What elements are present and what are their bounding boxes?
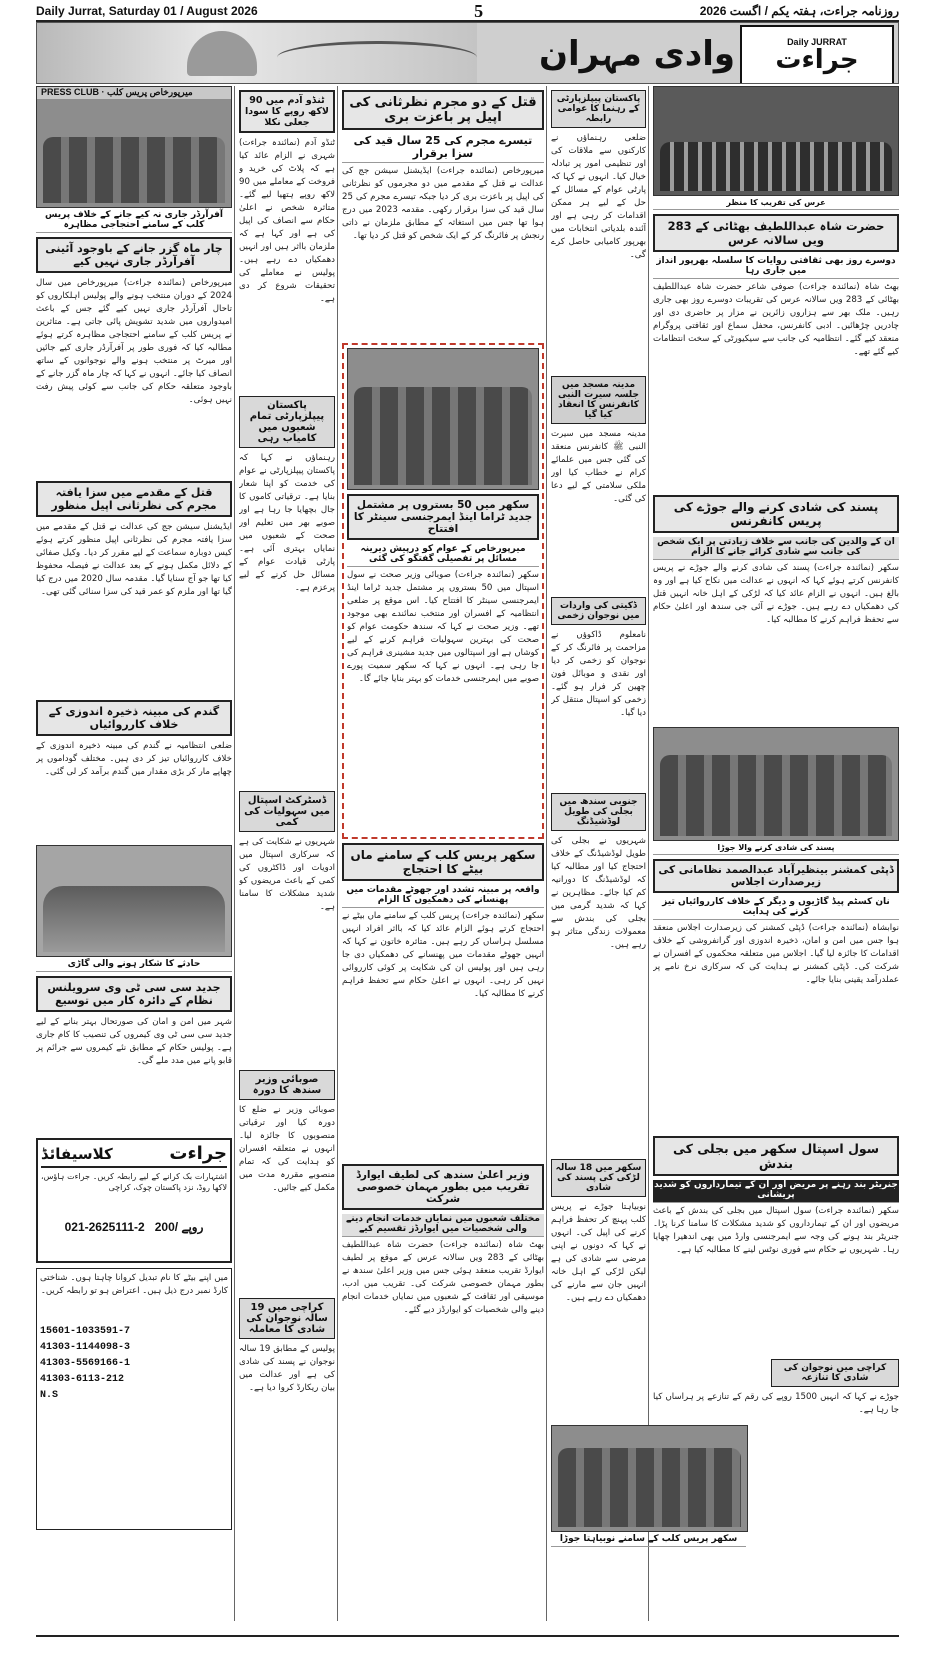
page-number: 5 [474,0,484,21]
story-subheadline: جنریٹر بند رہنے پر مریض اور ان کے تیمارداروں کو شدید پریشانی [653,1180,899,1203]
story-headline: کراچی میں 19 سالہ نوجوان کی شادی کا معاملہ [239,1298,335,1339]
notice-name: N.S [40,1390,59,1401]
protesters-figures [43,137,225,203]
jurrat-logo [740,25,894,84]
story-body: ضلعی رہنماؤں نے کارکنوں سے ملاقات کی اور تنظیمی امور پر تبادلہ خیال کیا۔ انہوں نے کہا کہ پارٹی عوام کے مسائل کے حل کے لیے ہر ممکن اقدامات کر رہی ہے اور آئندہ بلدیاتی انتخابات میں بھرپور کامیابی حاصل کرے گی۔ [551,133,646,260]
column-2 [239,86,335,1493]
story-body: ٹنڈو آدم (نمائندہ جراءت) شہری نے الزام عائد کیا ہے کہ پلاٹ کی خرید و فروخت کے معاملے میں 90 لاکھ روپے ہتھیا لیے گئے۔ متاثرہ شخص نے اعلیٰ حکام سے انصاف کی اپیل کی ہے اور کہا ہے کہ ملزمان بااثر ہیں اور انہیں دھمکیاں دے رہے ہیں۔ پولیس نے معاملے کی تحقیقات شروع کر دی ہے۔ [239,138,335,304]
vehicle-shape [43,886,225,952]
photo-caption: سکھر پریس کلب کے سامنے نوبیاہتا جوڑا [551,1534,746,1547]
classified-ad [36,1138,232,1263]
story-headline: جنوبی سندھ میں بجلی کی طویل لوڈشیڈنگ [551,793,646,831]
story-body: ضلعی انتظامیہ نے گندم کی مبینہ ذخیرہ اندوزی کے خلاف کارروائیاں تیز کر دی ہیں۔ مختلف گوداموں پر چھاپے مار کر بڑی مقدار میں گندم برآمد کر لی گئی۔ [36,741,232,777]
photo-banner: PRESS CLUB · میرپورخاص پریس کلب [37,87,231,99]
photo-caption: عرس کی تقریب کا منظر [653,198,899,210]
story-subheadline: ان کے والدین کی جانب سے خلاف زیادتی پر ایک شخص کی جانب سے شادی کرائے جانے کا الزام [653,537,899,560]
story-body: سکھر (نمائندہ جراءت) پریس کلب کے سامنے ماں بیٹے نے احتجاج کرتے ہوئے الزام عائد کیا کہ بااثر افراد انہیں مسلسل ہراساں کر رہے ہیں۔ متاثرہ خاتون نے کہا کہ انہیں جھوٹے مقدمات میں پھنسانے کی دھمکیاں دی جا رہی ہیں اور پولیس ان کی شکایت پر کوئی کارروائی نہیں کر رہی۔ انہوں نے اعلیٰ حکام سے تحفظ فراہم کرنے کا مطالبہ کیا۔ [342,911,544,999]
story-body: ایڈیشنل سیشن جج کی عدالت نے قتل کے مقدمے میں سزا یافتہ مجرم کی نظرثانی اپیل منظور کرتے ہوئے کیس دوبارہ سماعت کے لیے مقرر کر دیا۔ وکیل صفائی کے دلائل مکمل ہونے کے بعد عدالت نے فیصلہ محفوظ کیا تھا جو آج سنایا گیا۔ مقدمہ سال 2020 میں درج کیا گیا تھا اور ملزم کو عمر قید کی سزا سنائی گئی تھی۔ [36,522,232,597]
story-headline: مدینہ مسجد میں جلسہ سیرت النبی کانفرنس کا انعقاد کیا گیا [551,376,646,424]
column-rule [546,86,547,1621]
story-headline: گندم کی مبینہ ذخیرہ اندوزی کے خلاف کارروائیاں [36,700,232,736]
classified-header [41,1143,227,1168]
logo-english: Daily JURRAT [787,37,847,47]
story-body: جوڑے نے کہا کہ انہیں 1500 روپے کی رقم کے تنازعے پر ہراساں کیا جا رہا ہے۔ [653,1392,899,1415]
column-4 [551,86,646,1411]
story-headline: قتل کے دو مجرم نظرثانی کی اپیل پر باعزت بری [342,90,544,130]
photo-caption: پسند کی شادی کرنے والا جوڑا [653,843,899,855]
tomb-dome-icon [187,31,257,76]
story-headline: پاکستان پیپلزپارٹی تمام شعبوں میں کامیاب رہی [239,396,335,448]
story-body: بھٹ شاہ (نمائندہ جراءت) حضرت شاہ عبداللطیف بھٹائی کے 283 ویں سالانہ عرس کے موقع پر لطیف ایوارڈ تقریب منعقد ہوئی جس میں وزیر اعلیٰ سندھ نے بطور مہمان خصوصی شرکت کی۔ تقریب میں ادب، موسیقی اور ثقافت کے شعبوں میں نمایاں خدمات انجام دینے والی شخصیات کو ایوارڈز دیے گئے۔ [342,1240,544,1315]
story-headline: چار ماہ گزر جانے کے باوجود آئینی آفرآرڈر جاری نہیں کیے [36,237,232,273]
featured-headline: سکھر میں 50 بستروں پر مشتمل جدید ٹراما اینڈ ایمرجنسی سینٹر کا افتتاح [347,494,539,540]
urs-ceremony-photo [653,86,899,196]
story-headline: ڈسٹرکٹ اسپتال میں سہولیات کی کمی [239,791,335,832]
story-subheadline: تیسرے مجرم کی 25 سال قید کی سزا برقرار [342,134,544,163]
story-subheadline: واقعہ پر مبینہ تشدد اور جھوٹے مقدمات میں پھنسانے کی دھمکیوں کا الزام [342,885,544,908]
column-1 [36,86,232,1530]
vehicle-accident-photo [36,845,232,957]
name-change-notice [36,1268,232,1530]
couple-figures [660,755,892,836]
couple-photo [653,727,899,841]
cnic-number: 41303-1144098-3 [40,1342,131,1353]
header-date-english: Daily Jurrat, Saturday 01 / August 2026 [36,4,258,18]
story-body: شہر میں امن و امان کی صورتحال بہتر بنانے کے لیے جدید سی سی ٹی وی کیمروں کی تنصیب کا کام جاری ہے۔ پولیس حکام کے مطابق نئے کیمروں سے جرائم پر قابو پانے میں مدد ملے گی۔ [36,1017,232,1066]
column-rule [234,86,235,1621]
press-club-photo [36,86,232,208]
page-header [36,2,899,22]
story-headline: سول اسپتال سکھر میں بجلی کی بندش [653,1136,899,1176]
cnic-number: 41303-6113-212 [40,1374,125,1385]
story-body: نامعلوم ڈاکوؤں نے مزاحمت پر فائرنگ کر کے نوجوان کو زخمی کر دیا اور نقدی و موبائل فون چھین کر فرار ہو گئے۔ زخمی کو اسپتال منتقل کر دیا گیا۔ [551,630,646,718]
story-body: سکھر (نمائندہ جراءت) پسند کی شادی کرنے والے جوڑے نے پریس کانفرنس کرتے ہوئے کہا کہ انہوں نے عدالت میں نکاح کیا ہے اور وہ بالغ ہیں۔ انہوں نے الزام عائد کیا کہ لڑکی کے اہل خانہ انہیں قتل کی دھمکیاں دے رہے ہیں۔ جوڑے نے آئی جی سندھ اور اعلیٰ حکام سے تحفظ فراہم کرنے کا مطالبہ کیا۔ [653,563,899,625]
story-headline: وزیر اعلیٰ سندھ کی لطیف ایوارڈ تقریب میں بطور مہمان خصوصی شرکت [342,1164,544,1210]
featured-story-box [342,343,544,839]
story-body: شہریوں نے شکایت کی ہے کہ سرکاری اسپتال میں ادویات اور ڈاکٹروں کی کمی کے باعث مریضوں کو شدید مشکلات کا سامنا ہے۔ [239,837,335,912]
cnic-number: 15601-1033591-7 [40,1326,131,1337]
story-headline: پسند کی شادی کرنے والے جوڑے کی پریس کانفرنس [653,495,899,533]
story-subheadline: دوسرے روز بھی ثقافتی روایات کا سلسلہ بھرپور انداز میں جاری رہا [653,256,899,279]
story-body: میرپورخاص (نمائندہ جراءت) میرپورخاص میں سال 2024 کے دوران منتخب ہونے والے پولیس اہلکاروں کو تاحال آفرآرڈر جاری نہیں کیے گئے جس کے باعث امیدواروں میں شدید تشویش پائی جاتی ہے۔ متاثرین نے پریس کلب کے سامنے احتجاجی مظاہرہ کرتے ہوئے مطالبہ کیا کہ فوری طور پر آفرآرڈر جاری کیے جائیں اور میرٹ پر منتخب ہونے والے نوجوانوں کے ساتھ انصاف کیا جائے۔ انہوں نے کہا کہ چار ماہ گزر جانے کے باوجود متعلقہ حکام کی جانب سے کوئی پیش رفت نہیں ہوئی۔ [36,278,232,405]
story-headline: جدید سی سی ٹی وی سرویلنس نظام کے دائرہ کار میں توسیع [36,976,232,1012]
story-body: نوبیاہتا جوڑے نے پریس کلب پہنچ کر تحفظ فراہم کرنے کی اپیل کی۔ انہوں نے کہا کہ دونوں نے اپنی مرضی سے شادی کی ہے لیکن لڑکی کے اہل خانہ انہیں جان سے مارنے کی دھمکیاں دے رہے ہیں۔ [551,1202,646,1303]
section-title: وادی مہران [538,33,736,74]
story-body: رہنماؤں نے کہا کہ پاکستان پیپلزپارٹی نے عوام کی خدمت کو اپنا شعار بنایا ہے۔ ترقیاتی کاموں کا جال بچھایا جا رہا ہے اور صوبے بھر میں تعلیم اور صحت کے شعبوں میں نمایاں بہتری آئی ہے۔ پارٹی قیادت عوام کے مسائل حل کرنے کے لیے پرعزم ہے۔ [239,453,335,593]
cnic-number: 41303-5569166-1 [40,1358,131,1369]
column-rule [648,86,649,1621]
story-headline: ٹنڈو آدم میں 90 لاکھ روپے کا سودا جعلی نکلا [239,90,335,133]
story-headline: ڈکیتی کی واردات میں نوجوان زخمی [551,597,646,625]
story-headline: ڈپٹی کمشنر بینظیرآباد عبدالصمد نظامانی کی زیرصدارت اجلاس [653,859,899,893]
story-headline: سکھر پریس کلب کے سامنے ماں بیٹے کا احتجاج [342,843,544,881]
story-body: نوابشاہ (نمائندہ جراءت) ڈپٹی کمشنر کی زیرصدارت اجلاس منعقد ہوا جس میں امن و امان، ذخیرہ اندوزی اور گرانفروشی کے خلاف اقدامات کا جائزہ لیا گیا۔ اجلاس میں متعلقہ محکموں کے افسران نے شرکت کی۔ ڈپٹی کمشنر نے ہدایت کی کہ سرکاری نرخ نامے پر عملدرآمد یقینی بنایا جائے۔ [653,923,899,985]
minister-press-photo [347,348,539,490]
classified-title: کلاسیفائڈ [41,1144,113,1163]
story-headline: سکھر میں 18 سالہ لڑکی کی پسند کی شادی [551,1159,646,1197]
story-headline: کراچی میں نوجوان کی شادی کا تنازعہ [771,1359,899,1387]
story-subheadline: مختلف شعبوں میں نمایاں خدمات انجام دینے والی شخصیات میں ایوارڈز تقسیم کیے [342,1214,544,1237]
story-body: پولیس کے مطابق 19 سالہ نوجوان نے پسند کی شادی کی ہے اور عدالت میں بیان ریکارڈ کروا دیا ہے۔ [239,1344,335,1393]
classified-brand: جراءت [169,1143,227,1164]
photo-caption: حادثے کا شکار ہونے والی گاڑی [36,959,232,972]
masthead-landmarks-image [37,23,477,83]
story-body: میرپورخاص (نمائندہ جراءت) ایڈیشنل سیشن جج کی عدالت نے قتل کے مقدمے میں دو مجرموں کو نظرثانی کی اپیل پر باعزت بری کر دیا جبکہ تیسرے مجرم کی 25 سال قید کی سزا برقرار رکھی۔ مقدمہ 2023 میں درج ہوا تھا جس میں استغاثہ کے مطابق ملزمان نے ذاتی رنجش پر فائرنگ کر کے ایک شخص کو قتل کر دیا تھا۔ [342,166,544,241]
classified-price: روپے /200 [154,1220,204,1234]
story-body: شہریوں نے بجلی کی طویل لوڈشیڈنگ کے خلاف احتجاج کیا اور مطالبہ کیا کہ لوڈشیڈنگ کا دورانیہ کم کیا جائے۔ مظاہرین نے کہا کہ شدید گرمی میں بجلی کی بندش سے معمولات زندگی متاثر ہو رہے ہیں۔ [551,836,646,950]
logo-urdu: جراءت [775,45,859,75]
masthead [36,22,899,84]
bridge-icon [277,41,477,74]
column-5 [653,86,899,1491]
story-subheadline: نان کسٹم پیڈ گاڑیوں و دیگر کے خلاف کارروائیاں تیز کرنے کی ہدایت [653,897,899,920]
header-date-urdu: روزنامہ جراءت، ہفتہ یکم / اگست 2026 [699,4,899,18]
story-headline: قتل کے مقدمے میں سزا یافتہ مجرم کی نظرثانی اپیل منظور [36,481,232,517]
column-rule [337,86,338,1621]
classified-contact [41,1220,227,1234]
classified-text: اشتہارات بک کرانے کے لیے رابطہ کریں۔ جراءت ہاؤس، لاکھا روڈ، نزد پاکستان چوک، کراچی [41,1172,227,1192]
story-body: بھٹ شاہ (نمائندہ جراءت) صوفی شاعر حضرت شاہ عبداللطیف بھٹائی کے 283 ویں سالانہ عرس کی تقریبات دوسرے روز بھی جاری رہیں۔ ملک بھر سے ہزاروں زائرین نے مزار پر حاضری دی اور چادریں چڑھائیں۔ ادبی کانفرنس، محفل سماع اور ثقافتی پروگرام منعقد کیے گئے۔ انتظامیہ کی جانب سے سیکیورٹی کے سخت انتظامات کیے گئے تھے۔ [653,282,899,357]
crowd-figures [660,142,892,191]
officials-figures [354,387,532,485]
featured-body: سکھر (نمائندہ جراءت) صوبائی وزیر صحت نے سول اسپتال میں 50 بستروں پر مشتمل جدید ٹراما اینڈ ایمرجنسی سینٹر کا افتتاح کیا۔ اس موقع پر ضلعی انتظامیہ کے افسران اور منتخب نمائندے بھی موجود تھے۔ وزیر صحت نے کہا کہ سندھ حکومت عوام کو صحت کی بہترین سہولیات فراہم کرنے کے لیے کوشاں ہے اور اسپتالوں میں جدید مشینری فراہم کی جا رہی ہے۔ انہوں نے کہا کہ سکھر سمیت پورے صوبے میں ایمرجنسی خدمات کو بہتر بنایا جائے گا۔ [347,570,539,684]
classified-phone: 021-2625111-2 [64,1220,145,1234]
story-body: سکھر (نمائندہ جراءت) سول اسپتال میں بجلی کی بندش کے باعث مریضوں اور ان کے تیمارداروں کو شدید مشکلات کا سامنا کرنا پڑا۔ جنریٹر بند ہونے کی وجہ سے ایمرجنسی وارڈ میں بھی اندھیرا چھایا رہا۔ شہریوں نے حکام سے فوری نوٹس لینے کا مطالبہ کیا ہے۔ [653,1206,899,1255]
page-bottom-rule [36,1635,899,1637]
story-body: صوبائی وزیر نے ضلع کا دورہ کیا اور ترقیاتی منصوبوں کا جائزہ لیا۔ انہوں نے متعلقہ افسران کو ہدایت کی کہ تمام منصوبے مقررہ مدت میں مکمل کیے جائیں۔ [239,1105,335,1193]
story-body: مدینہ مسجد میں سیرت النبی ﷺ کانفرنس منعقد کی گئی جس میں علمائے کرام نے خطاب کیا اور ملکی سلامتی کے لیے دعا کی گئی۔ [551,429,646,504]
featured-subheadline: میرپورخاص کے عوام کو درپیش دیرینہ مسائل پر تفصیلی گفتگو کی گئی [347,544,539,567]
column-3 [342,86,544,1649]
photo-caption: آفرآرڈر جاری نہ کیے جانے کے خلاف پریس کلب کے سامنے احتجاجی مظاہرہ [36,210,232,233]
story-headline: حضرت شاہ عبداللطیف بھٹائی کے 283 ویں سالانہ عرس [653,214,899,252]
notice-text: میں اپنے بیٹے کا نام تبدیل کروانا چاہتا ہوں۔ شناختی کارڈ نمبر درج ذیل ہیں۔ اعتراض ہو تو رابطہ کریں۔ [40,1273,228,1296]
story-headline: پاکستان پیپلزپارٹی کے رہنما کا عوامی رابطہ [551,90,646,128]
story-headline: صوبائی وزیر سندھ کا دورہ [239,1070,335,1100]
